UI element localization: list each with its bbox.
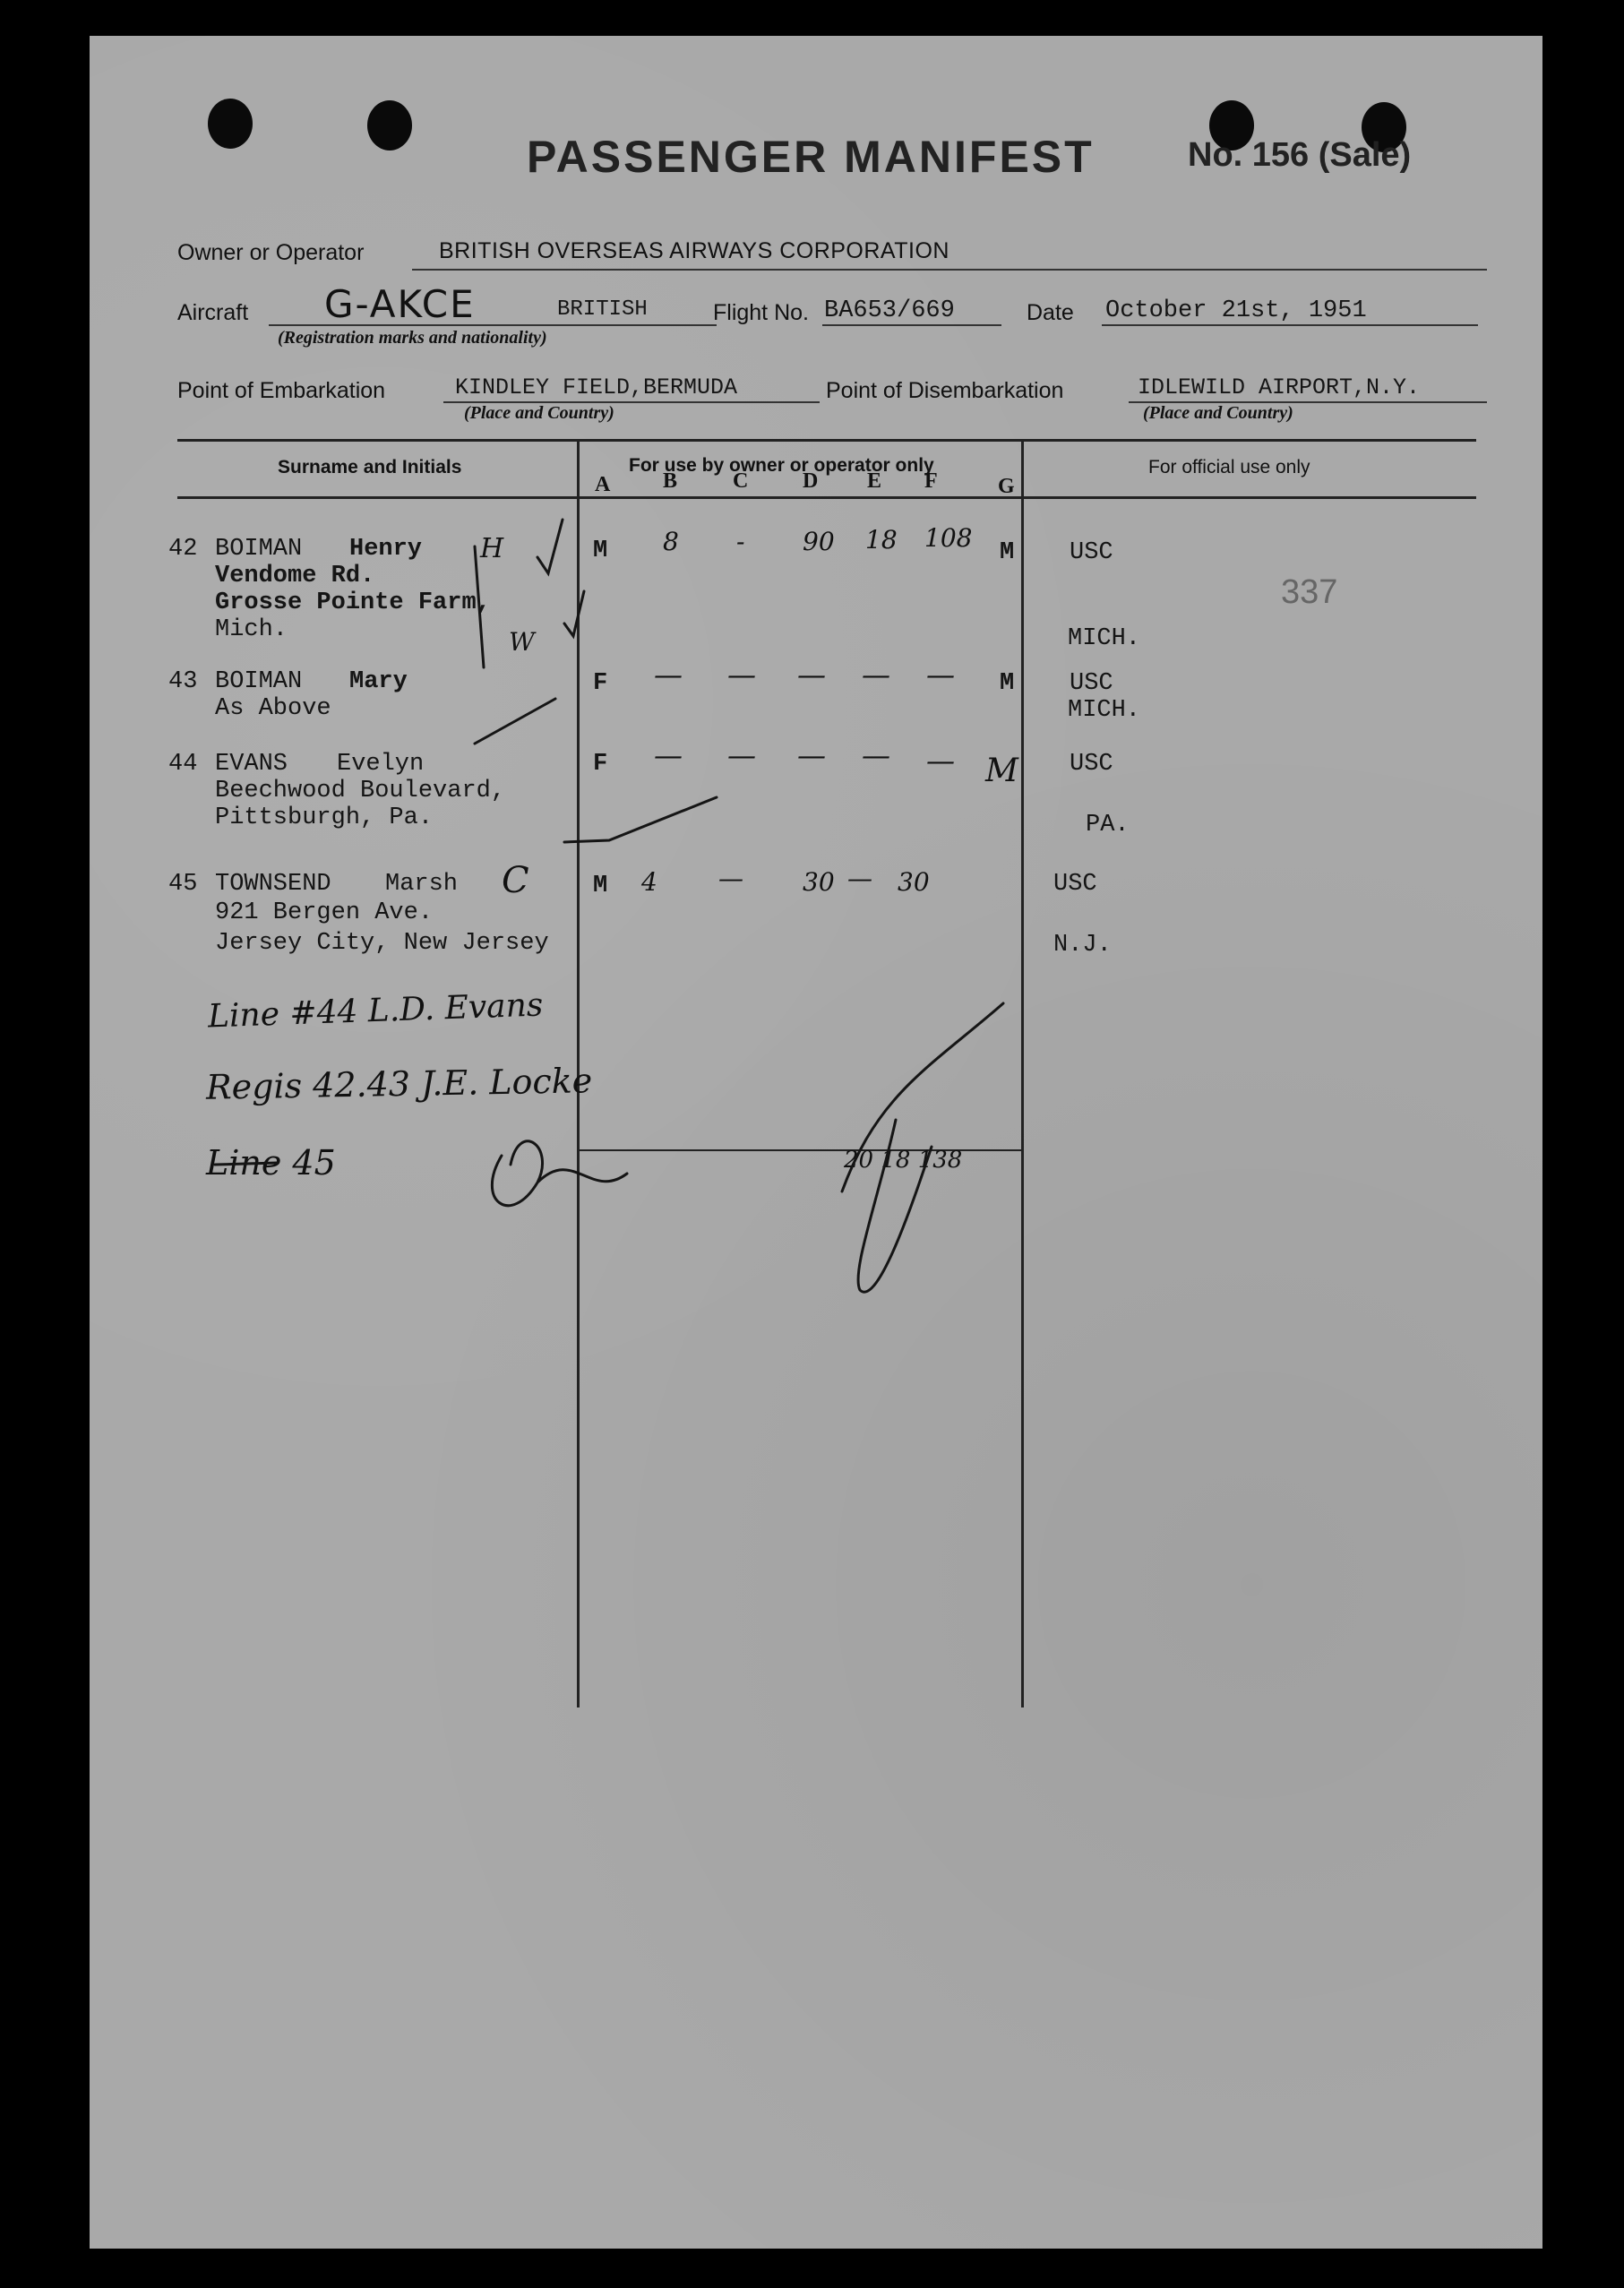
passenger-given-name: Evelyn <box>337 751 425 778</box>
hand-mark: H <box>480 533 504 564</box>
column-letter-g: G <box>998 475 1015 498</box>
embarkation-label: Point of Embarkation <box>177 378 386 403</box>
cell-e: — <box>847 864 872 893</box>
passenger-given-name: Mary <box>349 668 408 695</box>
handwritten-note-line45: Line 45 <box>206 1143 336 1183</box>
passenger-address-line: 921 Bergen Ave. <box>215 899 434 926</box>
embarkation-value: KINDLEY FIELD,BERMUDA <box>455 374 738 400</box>
check-stroke <box>475 699 555 744</box>
hand-mark: C <box>502 860 529 901</box>
passenger-address-line: Mich. <box>215 616 288 643</box>
official-entry: MICH. <box>1068 697 1141 724</box>
cell-g: M <box>1000 539 1015 566</box>
check-mark <box>564 591 584 636</box>
cell-g: M <box>985 753 1018 789</box>
official-entry: MICH. <box>1068 625 1141 652</box>
page-title: PASSENGER MANIFEST <box>527 132 1095 182</box>
passenger-address-line: Pittsburgh, Pa. <box>215 804 434 831</box>
signature-loop <box>492 1141 627 1206</box>
aircraft-sublabel: (Registration marks and nationality) <box>278 328 547 348</box>
aircraft-registration: G-AKCE <box>324 282 476 326</box>
cell-f: 30 <box>898 867 930 897</box>
column-letter-f: F <box>924 469 938 493</box>
cell-b: — <box>654 658 683 692</box>
passenger-surname: EVANS <box>215 751 288 778</box>
disembarkation-label: Point of Disembarkation <box>826 378 1064 403</box>
column-header-owner: For use by owner or operator only <box>629 455 934 476</box>
official-entry: USC <box>1053 871 1097 898</box>
passenger-address-line: Jersey City, New Jersey <box>215 930 549 957</box>
cell-b: 8 <box>663 527 679 556</box>
passenger-sex: F <box>593 670 608 697</box>
cell-f: — <box>926 658 955 692</box>
owner-value: BRITISH OVERSEAS AIRWAYS CORPORATION <box>439 238 949 263</box>
passenger-sex: F <box>593 751 608 778</box>
flight-value: BA653/669 <box>824 297 955 324</box>
column-header-name: Surname and Initials <box>278 457 462 477</box>
owner-label: Owner or Operator <box>177 240 365 265</box>
cell-b: 4 <box>641 867 657 897</box>
cell-d: — <box>797 658 826 692</box>
column-letter-a: A <box>595 473 611 496</box>
cell-e: — <box>862 658 890 692</box>
official-entry: USC <box>1070 539 1113 566</box>
passenger-address-line: Beechwood Boulevard, <box>215 778 506 804</box>
cell-c: — <box>727 658 756 692</box>
aircraft-nationality: BRITISH <box>557 297 648 322</box>
passenger-address-line: Grosse Pointe Farm, <box>215 589 491 616</box>
column-letter-e: E <box>867 469 882 493</box>
hand-mark: W <box>509 627 535 657</box>
official-entry: N.J. <box>1053 932 1112 959</box>
official-entry: PA. <box>1086 812 1130 839</box>
cell-f: — <box>926 744 955 778</box>
flight-label: Flight No. <box>713 300 809 325</box>
cell-c: — <box>718 864 743 893</box>
column-letter-c: C <box>733 469 749 493</box>
passenger-given-name: Marsh <box>385 871 459 898</box>
disembarkation-value: IDLEWILD AIRPORT,N.Y. <box>1138 374 1421 400</box>
underline-stroke <box>475 546 484 667</box>
embarkation-sublabel: (Place and Country) <box>464 403 614 423</box>
cell-e: 18 <box>865 525 898 555</box>
handwritten-totals: 20 18 138 <box>844 1147 963 1174</box>
passenger-surname: BOIMAN <box>215 668 303 695</box>
handwritten-note-line44: Line #44 L.D. Evans <box>207 986 544 1036</box>
handwritten-note-regis: Regis 42.43 J.E. Locke <box>205 1061 593 1107</box>
passenger-address-line: As Above <box>215 695 331 722</box>
manifest-number: No. 156 (Sale) <box>1188 136 1412 174</box>
passenger-number: 42 <box>168 536 198 563</box>
passenger-sex: M <box>593 538 608 564</box>
cell-b: — <box>654 738 683 772</box>
disembarkation-sublabel: (Place and Country) <box>1143 403 1293 423</box>
aircraft-label: Aircraft <box>177 300 249 325</box>
handwritten-marks <box>90 36 1542 2249</box>
date-value: October 21st, 1951 <box>1105 297 1367 324</box>
scribble-stroke <box>215 1163 278 1165</box>
cell-e: — <box>862 738 890 772</box>
official-entry: USC <box>1070 751 1113 778</box>
passenger-sex: M <box>593 873 608 899</box>
date-label: Date <box>1027 300 1074 325</box>
signature-stroke <box>842 1003 1003 1292</box>
official-entry: USC <box>1070 670 1113 697</box>
cell-f: 108 <box>924 523 973 553</box>
column-header-official: For official use only <box>1148 457 1310 477</box>
passenger-number: 45 <box>168 871 198 898</box>
passenger-surname: BOIMAN <box>215 536 303 563</box>
stamped-number: 337 <box>1281 573 1338 611</box>
manifest-sheet <box>90 36 1542 2249</box>
check-stroke <box>564 797 717 842</box>
passenger-surname: TOWNSEND <box>215 871 331 898</box>
passenger-address-line: Vendome Rd. <box>215 563 375 589</box>
cell-d: 30 <box>803 867 835 897</box>
passenger-number: 44 <box>168 751 198 778</box>
cell-d: — <box>797 738 826 772</box>
column-letter-d: D <box>803 469 819 493</box>
cell-g: M <box>1000 670 1015 697</box>
cell-c: - <box>736 527 745 556</box>
column-letter-b: B <box>663 469 678 493</box>
passenger-given-name: Henry <box>349 536 423 563</box>
cell-c: — <box>727 738 756 772</box>
passenger-number: 43 <box>168 668 198 695</box>
cell-d: 90 <box>803 527 835 556</box>
check-mark <box>537 520 563 573</box>
